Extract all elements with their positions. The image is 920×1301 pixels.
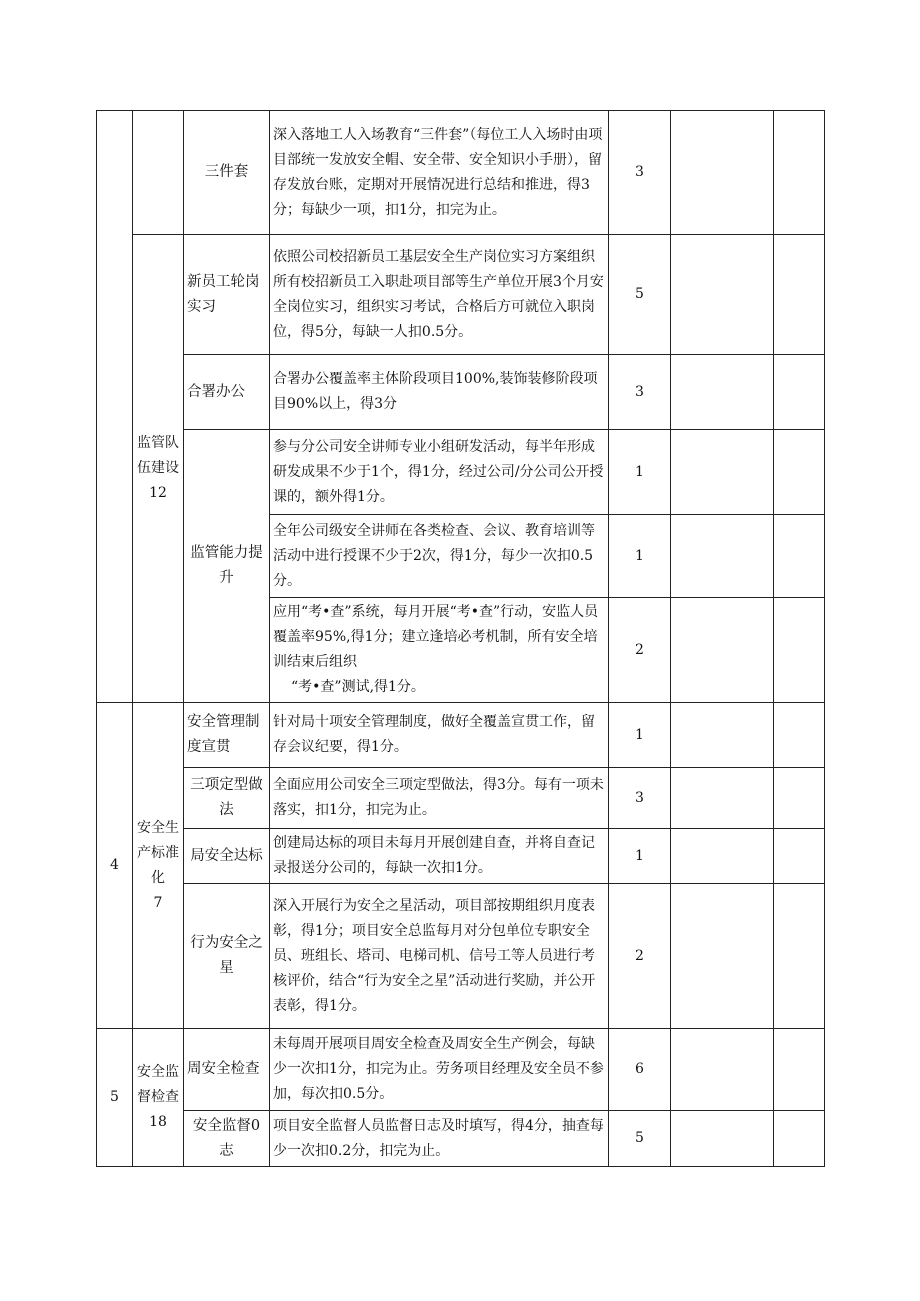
group3-name-cell: [133, 235, 184, 703]
check-zhidu: [671, 703, 774, 768]
score-zhixing: 2: [609, 884, 671, 1029]
group5-name-cell: [133, 1029, 184, 1167]
group3-name-top-cell: [133, 111, 184, 235]
group5-name: 安全监督检查: [137, 1064, 179, 1105]
score-nengli-2: 1: [609, 515, 671, 598]
check-rizhi: [671, 1111, 774, 1167]
score-sanxiang: 3: [609, 768, 671, 829]
desc-zhixing: 深入开展行为安全之星活动，项目部按期组织月度表彰，得1分；项目安全总监每月对分包单位专职安全员、班组长、塔司、电梯司机、信号工等人员进行考核评价，结合“行为安全之星”活动进行奖励，并公开表彰，得1分。: [270, 884, 609, 1029]
group5-no: 5: [97, 1029, 133, 1167]
remark-rizhi: [774, 1111, 825, 1167]
desc-nengli-1: 参与分公司安全讲师专业小组研发活动，每半年形成研发成果不少于1个，得1分，经过公司/分公司公开授课的，额外得1分。: [270, 430, 609, 515]
item-zhidu: 安全管理制度宣贯: [184, 703, 270, 768]
check-nengli-1: [671, 430, 774, 515]
score-heshu: 3: [609, 355, 671, 430]
check-nengli-3: [671, 598, 774, 703]
remark-zhoujiancha: [774, 1029, 825, 1111]
group5-points: 18: [149, 1114, 167, 1130]
item-sanjiantao: 三件套: [184, 111, 270, 235]
remark-heshu: [774, 355, 825, 430]
desc-heshu: 合署办公覆盖率主体阶段项目100%,装饰装修阶段项目90%以上，得3分: [270, 355, 609, 430]
group4-points: 7: [153, 894, 163, 911]
desc-nengli-2: 全年公司级安全讲师在各类检查、会议、教育培训等活动中进行授课不少于2次，得1分，每少一次扣0.5分。: [270, 515, 609, 598]
desc-xinyuangong: 依照公司校招新员工基层安全生产岗位实习方案组织所有校招新员工入职赴项目部等生产单位开展3个月安全岗位实习，组织实习考试，合格后方可就位入职岗位，得5分，每缺一人扣0.5分。: [270, 235, 609, 355]
score-nengli-1: 1: [609, 430, 671, 515]
remark-nengli-1: [774, 430, 825, 515]
group4-name-cell: [133, 703, 184, 1029]
check-sanjiantao: [671, 111, 774, 235]
check-sanxiang: [671, 768, 774, 829]
remark-dabiao: [774, 829, 825, 884]
desc-dabiao: 创建局达标的项目未每月开展创建自查，并将自查记录报送分公司的，每缺一次扣1分。: [270, 829, 609, 884]
remark-zhixing: [774, 884, 825, 1029]
check-heshu: [671, 355, 774, 430]
check-dabiao: [671, 829, 774, 884]
item-nengli: 监管能力提升: [184, 430, 270, 703]
desc-nengli-3: [270, 598, 609, 703]
remark-sanxiang: [774, 768, 825, 829]
remark-zhidu: [774, 703, 825, 768]
check-zhoujiancha: [671, 1029, 774, 1111]
group4-name: 安全生产标准化: [137, 819, 179, 886]
desc-zhidu: 针对局十项安全管理制度，做好全覆盖宣贯工作，留存会议纪要，得1分。: [270, 703, 609, 768]
group3-points: 12: [149, 485, 167, 501]
desc-rizhi: 项目安全监督人员监督日志及时填写，得4分，抽查每少一次扣0.2分，扣完为止。: [270, 1111, 609, 1167]
item-zhoujiancha: 周安全检查: [184, 1029, 270, 1111]
check-zhixing: [671, 884, 774, 1029]
remark-nengli-2: [774, 515, 825, 598]
item-dabiao: 局安全达标: [184, 829, 270, 884]
desc-zhoujiancha: 未每周开展项目周安全检查及周安全生产例会，每缺少一次扣1分，扣完为止。劳务项目经理及安全员不参加，每次扣0.5分。: [270, 1029, 609, 1111]
desc-nengli-3-main: 应用“考•查”系统，每月开展“考•查”行动，安监人员覆盖率95%,得1分；建立逢培必考机制，所有安全培训结束后组织: [273, 604, 599, 670]
group4-no: 4: [97, 703, 133, 1029]
score-rizhi: 5: [609, 1111, 671, 1167]
remark-sanjiantao: [774, 111, 825, 235]
score-sanjiantao: 3: [609, 111, 671, 235]
desc-nengli-3-tail: “考•查”测试,得1分。: [291, 679, 425, 695]
remark-xinyuangong: [774, 235, 825, 355]
group3-no-cell: [97, 111, 133, 703]
remark-nengli-3: [774, 598, 825, 703]
scoring-table: [96, 110, 825, 1167]
desc-sanjiantao: 深入落地工人入场教育“三件套”（每位工人入场时由项目部统一发放安全帽、安全带、安全知识小手册），留存发放台账，定期对开展情况进行总结和推进，得3分；每缺少一项，扣1分，扣完为止。: [270, 111, 609, 235]
check-xinyuangong: [671, 235, 774, 355]
score-nengli-3: 2: [609, 598, 671, 703]
item-sanxiang: 三项定型做法: [184, 768, 270, 829]
item-zhixing: 行为安全之星: [184, 884, 270, 1029]
item-heshu: 合署办公: [184, 355, 270, 430]
score-zhidu: 1: [609, 703, 671, 768]
score-dabiao: 1: [609, 829, 671, 884]
item-xinyuangong: 新员工轮岗实习: [184, 235, 270, 355]
group3-name: 监管队伍建设: [137, 435, 179, 476]
item-rizhi: 安全监督0志: [184, 1111, 270, 1167]
score-xinyuangong: 5: [609, 235, 671, 355]
check-nengli-2: [671, 515, 774, 598]
score-zhoujiancha: 6: [609, 1029, 671, 1111]
desc-sanxiang: 全面应用公司安全三项定型做法，得3分。每有一项未落实，扣1分，扣完为止。: [270, 768, 609, 829]
